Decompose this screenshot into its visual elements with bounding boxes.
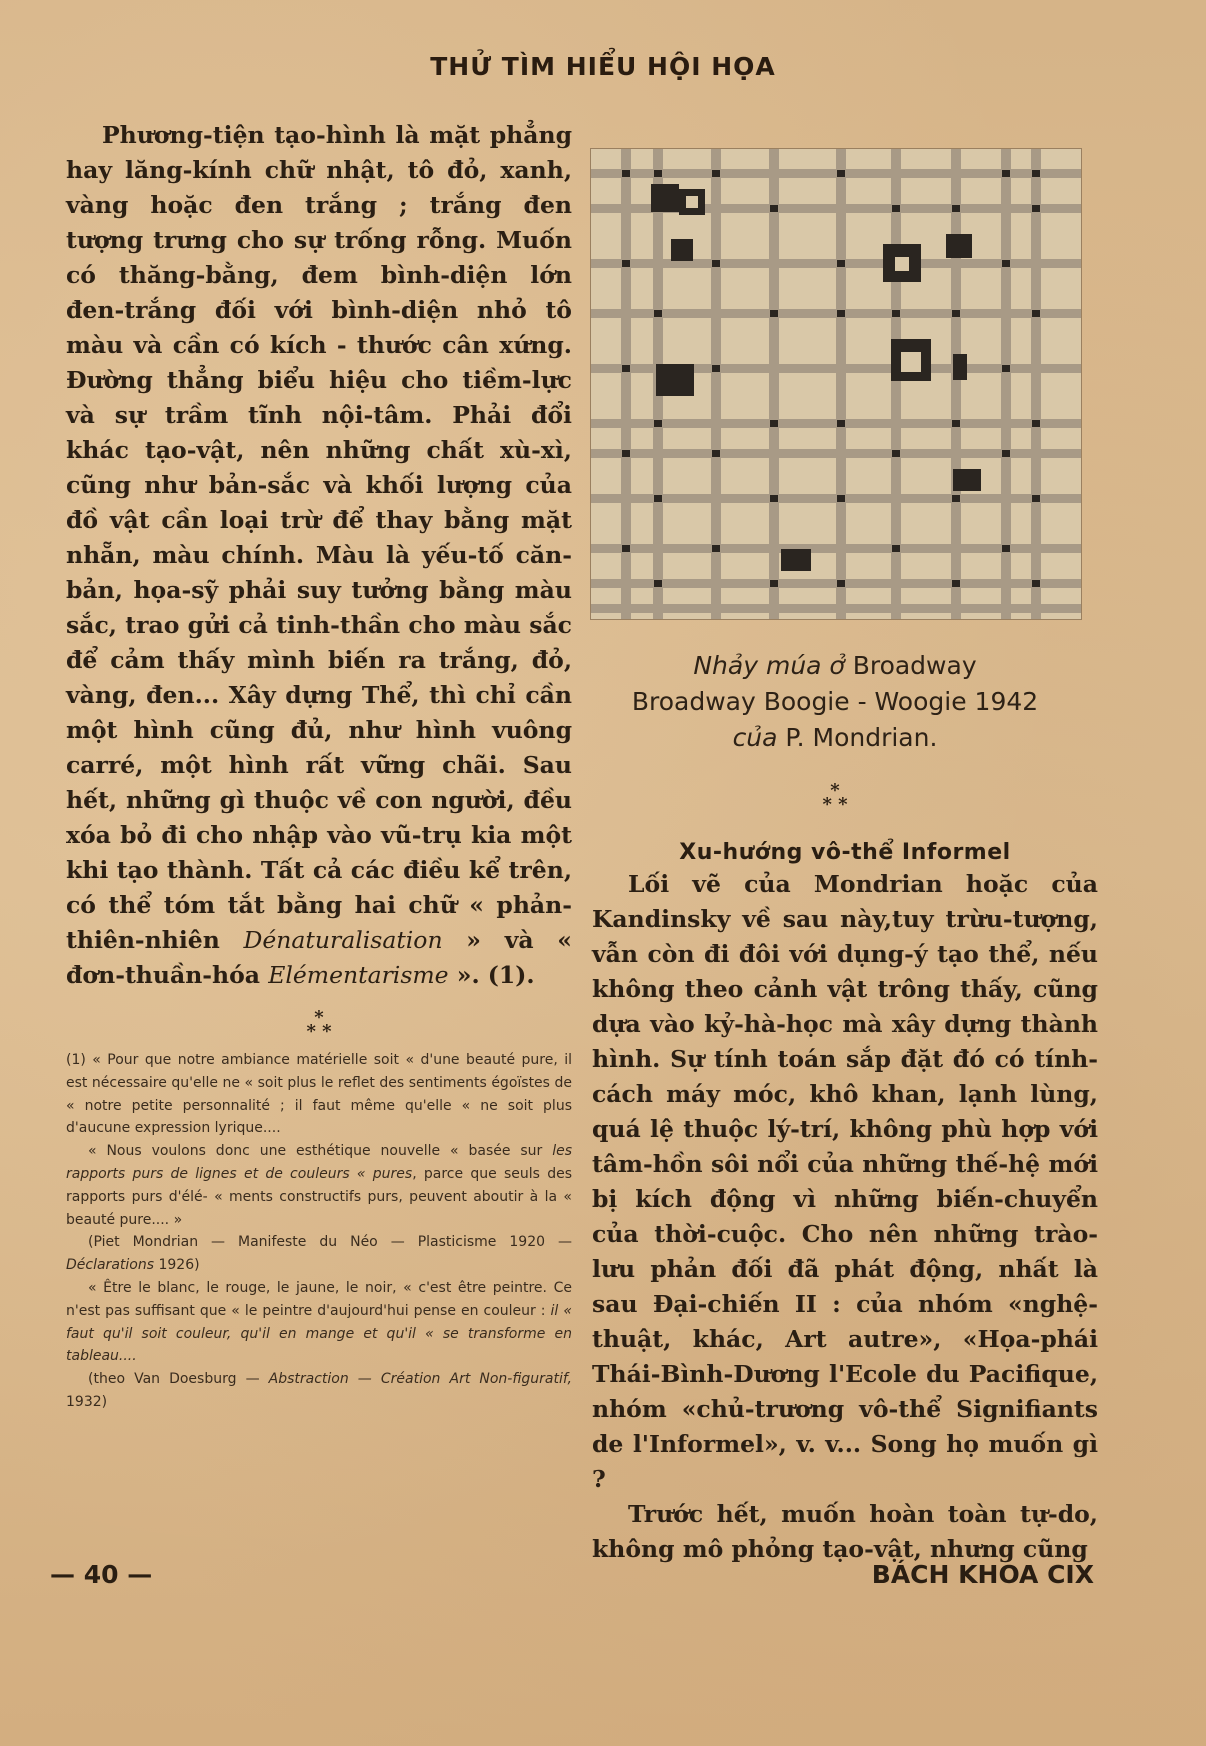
footnote-italic: Déclarations [66, 1257, 155, 1274]
painting-square [770, 580, 778, 587]
running-head: THỬ TÌM HIỂU HỘI HỌA [430, 52, 776, 81]
caption-line-1 [590, 648, 1080, 684]
painting-block [671, 239, 693, 261]
painting-square [712, 170, 720, 177]
figure-caption [590, 648, 1080, 756]
body-paragraph [66, 118, 572, 993]
paragraph-text: Phương-tiện tạo-hình là mặt phẳng hay lăng-kính chữ nhật, tô đỏ, xanh, vàng hoặc đen trắng ; trắng đen tượng trưng cho sự trống rỗng. Muốn có thăng-bằng, đem bình-diện lớn đen-trắng đối với bình-diện nhỏ tô màu và cần có kích - thước cân xứng. Đường thẳng biểu hiệu cho tiềm-lực và sự trầm tĩnh nội-tâm. Phải đổi khác tạo-vật, nên những chất xù-xì, cũng như bản-sắc và khối lượng của đồ vật cần loại trừ để thay bằng mặt nhẵn, màu chính. Màu là yếu-tố căn-bản, họa-sỹ phải suy tưởng bằng màu sắc, trao gửi cả tinh-thần cho màu sắc để cảm thấy mình biến ra trắng, đỏ, vàng, đen... Xây dựng Thể, thì chỉ cần một hình cũng đủ, như hình vuông carré, một hình rất vững chãi. Sau hết, những gì thuộc về con người, đều xóa bỏ đi cho nhập vào vũ-trụ kia một khi tạo thành. Tất cả các điều kể trên, có thể tóm tắt bằng hai chữ « phản-thiên-nhiên [66, 121, 572, 954]
section-heading: Xu-hướng vô-thể Informel [679, 840, 1011, 865]
right-column [592, 840, 1098, 1567]
footnote-para [66, 1231, 572, 1277]
page-number: — 40 — [50, 1560, 153, 1589]
left-column [66, 118, 572, 1414]
painting-square [1032, 170, 1040, 177]
painting-square [654, 495, 662, 502]
footnote-text: 1926) [154, 1257, 200, 1274]
mondrian-painting-figure [590, 148, 1082, 620]
painting-block [651, 184, 679, 212]
painting-square [654, 420, 662, 427]
painting-block [953, 354, 967, 380]
footnote [66, 1049, 572, 1414]
painting-square [892, 545, 900, 552]
painting-square [837, 495, 845, 502]
footnote-italic: il « faut qu'il soit couleur, qu'il en mange et qu'il « se transforme en tableau.... [66, 1302, 572, 1365]
painting-square [892, 310, 900, 317]
caption-line-3 [590, 720, 1080, 756]
painting-square [892, 450, 900, 457]
caption-italic: ở [821, 651, 853, 680]
footnote-italic: les rapports purs de lignes et de couleurs « pures [66, 1143, 572, 1182]
painting-block-inner [686, 196, 698, 208]
paragraph-text: ». (1). [448, 961, 535, 989]
painting-stripe [591, 309, 1081, 318]
painting-square [770, 495, 778, 502]
paragraph-text: » và « đơn-thuần-hóa [66, 926, 572, 989]
painting-square [952, 580, 960, 587]
painting-stripe [591, 604, 1081, 613]
painting-block [953, 469, 981, 491]
footnote-para: (1) « Pour que notre ambiance matérielle soit « d'une beauté pure, il est nécessaire qu'elle ne « soit plus le reflet des sentiments égoïstes de « notre petite personnalité ; il faut même qu'elle « ne soit plus d'aucune expression lyrique.... [66, 1052, 572, 1137]
painting-stripe [591, 494, 1081, 503]
painting-square [837, 310, 845, 317]
painting-square [952, 420, 960, 427]
painting-square [770, 420, 778, 427]
footnote-text: 1932) [66, 1393, 108, 1410]
caption-text: P. Mondrian. [777, 723, 938, 752]
footnote-para [66, 1140, 572, 1231]
painting-square [837, 420, 845, 427]
painting-square [1002, 450, 1010, 457]
painting-square [1032, 580, 1040, 587]
painting-square [952, 310, 960, 317]
painting-square [622, 365, 630, 372]
painting-square [952, 495, 960, 502]
painting-square [1002, 170, 1010, 177]
footnote-text: (theo Van Doesburg — [88, 1371, 269, 1388]
painting-square [1032, 420, 1040, 427]
painting-square [1002, 365, 1010, 372]
painting-square [837, 170, 845, 177]
section-asterism: * * * [306, 1007, 332, 1042]
painting-block [946, 234, 972, 258]
painting-square [654, 170, 662, 177]
italic-term: Elémentarisme [268, 961, 449, 989]
painting-stripe [591, 419, 1081, 428]
journal-name: BÁCH KHOA CIX [871, 1560, 1094, 1589]
section-asterism: * * * [822, 780, 848, 815]
caption-text: Broadway [852, 651, 977, 680]
footnote-text: « Nous voulons donc une esthétique nouvelle « basée sur [88, 1143, 553, 1160]
caption-italic: Nhảy múa [693, 651, 822, 680]
painting-square [952, 205, 960, 212]
painting-square [1032, 495, 1040, 502]
painting-stripe [591, 579, 1081, 588]
painting-square [622, 260, 630, 267]
painting-square [712, 450, 720, 457]
footnote-text: , parce que seuls des rapports purs d'élé- « ments constructifs purs, peuvent aboutir à la « beauté pure.... » [66, 1165, 572, 1228]
footnote-italic: Abstraction — Création Art Non-figuratif, [268, 1371, 572, 1388]
broadway-boogie-woogie-image [591, 149, 1081, 619]
painting-square [712, 260, 720, 267]
painting-square [622, 170, 630, 177]
body-paragraph: Trước hết, muốn hoàn toàn tự-do, không mô phỏng tạo-vật, nhưng cũng [592, 1500, 1098, 1563]
footnote-text: « Être le blanc, le rouge, le jaune, le noir, « c'est être peintre. Ce n'est pas suffisant que « le peintre d'aujourd'hui pense en couleur : [66, 1279, 572, 1319]
caption-line-2: Broadway Boogie - Woogie 1942 [631, 687, 1039, 716]
painting-square [622, 450, 630, 457]
painting-square [654, 580, 662, 587]
caption-italic: của [732, 723, 778, 752]
painting-square [1032, 205, 1040, 212]
painting-square [770, 310, 778, 317]
painting-square [712, 545, 720, 552]
italic-term: Dénaturalisation [243, 926, 443, 954]
painting-block-inner [895, 257, 909, 271]
painting-square [622, 545, 630, 552]
footnote-para [66, 1368, 572, 1414]
painting-square [1002, 260, 1010, 267]
painting-square [1002, 545, 1010, 552]
footnote-text: (Piet Mondrian — Manifeste du Néo — Plasticisme 1920 — [88, 1234, 572, 1251]
footnote-para [66, 1277, 572, 1368]
painting-block [781, 549, 811, 571]
painting-square [770, 205, 778, 212]
painting-square [892, 205, 900, 212]
painting-block-inner [901, 352, 921, 372]
painting-block [656, 364, 694, 396]
painting-square [712, 365, 720, 372]
body-paragraph: Lối vẽ của Mondrian hoặc của Kandinsky về sau này,tuy trừu-tượng, vẫn còn đi đôi với dụng-ý tạo thể, nếu không theo cảnh vật trông thấy, cũng dựa vào kỷ-hà-học mà xây dựng thành hình. Sự tính toán sắp đặt đó có tính-cách máy móc, khô khan, lạnh lùng, quá lệ thuộc lý-trí, không phù hợp với tâm-hồn sôi nổi của những thế-hệ mới bị kích động vì những biến-chuyển của thời-cuộc. Cho nên những trào-lưu phản đối đã phát động, nhất là sau Đại-chiến II : của nhóm «nghệ-thuật, khác, Art autre», «Họa-phái Thái-Bình-Dương l'Ecole du Pacifique, nhóm «chủ-trương vô-thể Signifiants de l'Informel», v. v... Song họ muốn gì ? [592, 870, 1098, 1493]
painting-square [837, 260, 845, 267]
painting-square [837, 580, 845, 587]
painting-square [1032, 310, 1040, 317]
painting-square [654, 310, 662, 317]
